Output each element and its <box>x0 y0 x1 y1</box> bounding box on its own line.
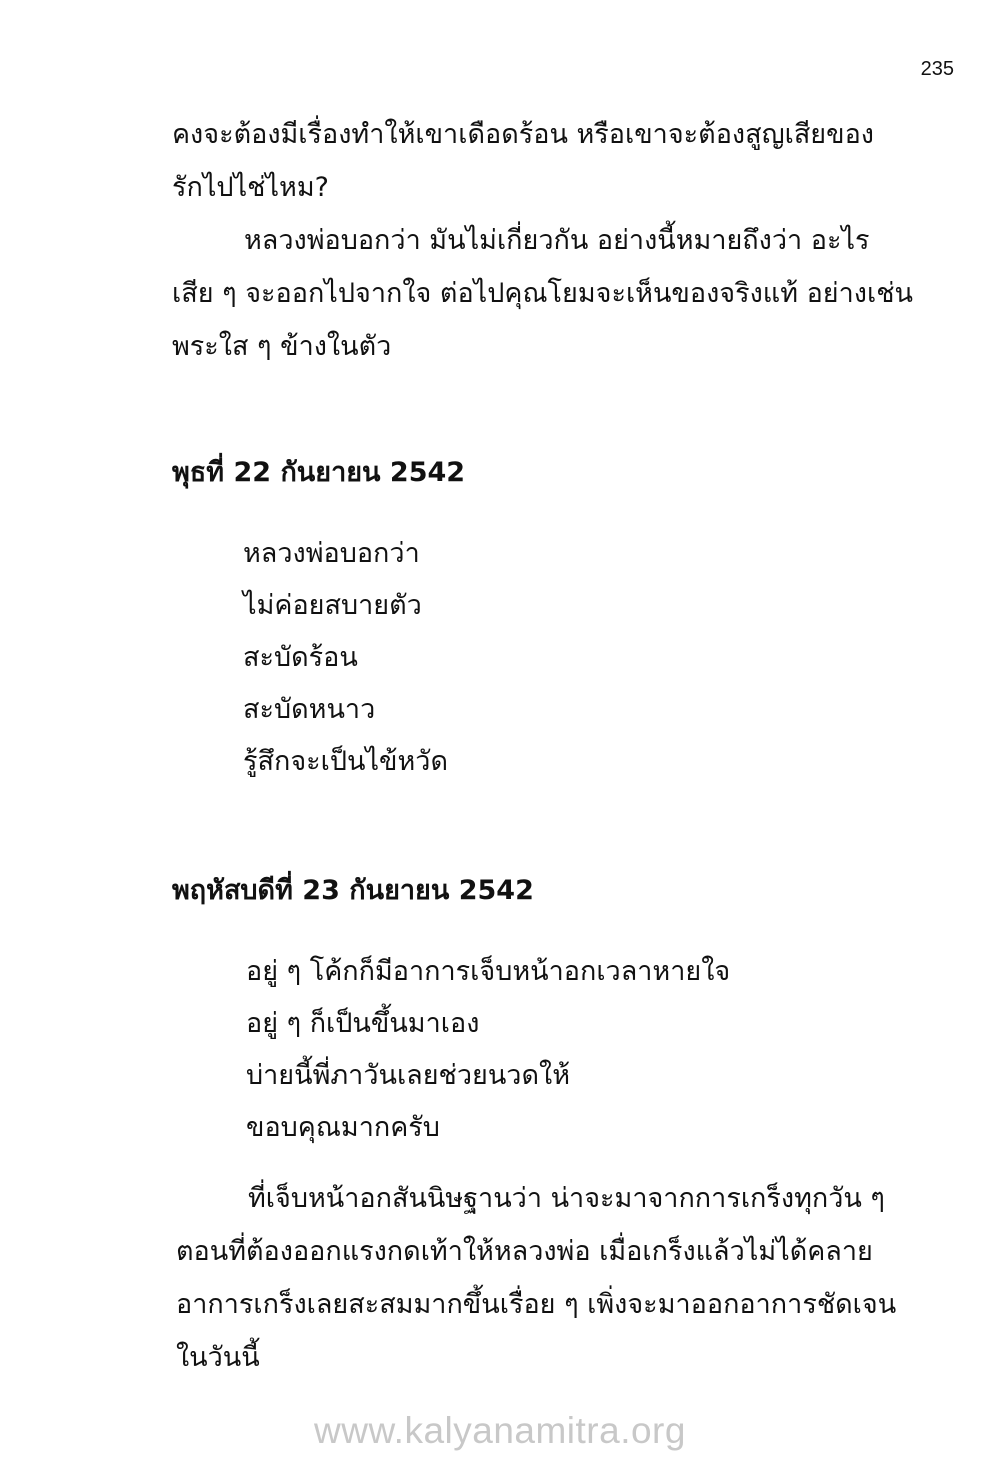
verse-line: อยู่ ๆ ก็เป็นขึ้นมาเอง <box>246 1008 480 1039</box>
verse-line: สะบัดร้อน <box>243 642 358 673</box>
verse-line: อยู่ ๆ โค้กก็มีอาการเจ็บหน้าอกเวลาหายใจ <box>246 956 731 987</box>
closing-line-2: ตอนที่ต้องออกแรงกดเท้าให้หลวงพ่อ เมื่อเกร็งแล้วไม่ได้คลาย <box>176 1236 873 1267</box>
page-number: 235 <box>920 58 954 80</box>
closing-paragraph <box>176 1172 916 1384</box>
closing-line-4: ในวันนี้ <box>176 1342 260 1373</box>
verse-line: ไม่ค่อยสบายตัว <box>243 590 422 621</box>
entry-heading-thursday: พฤหัสบดีที่ 23 กันยายน 2542 <box>172 875 534 906</box>
intro-line-1: คงจะต้องมีเรื่องทำให้เขาเดือดร้อน หรือเขาจะต้องสูญเสียของ <box>172 119 874 150</box>
intro-line-5: พระใส ๆ ข้างในตัว <box>172 331 392 362</box>
entry-verse-thursday <box>246 946 730 1154</box>
closing-line-1: ที่เจ็บหน้าอกสันนิษฐานว่า น่าจะมาจากการเกร็งทุกวัน ๆ <box>248 1183 885 1214</box>
watermark-url: www.kalyanamitra.org <box>314 1410 686 1451</box>
verse-line: สะบัดหนาว <box>243 694 376 725</box>
entry-verse-wednesday <box>243 528 448 788</box>
verse-line: บ่ายนี้พี่ภาวันเลยช่วยนวดให้ <box>246 1060 570 1091</box>
entry-heading-wednesday: พุธที่ 22 กันยายน 2542 <box>172 457 466 488</box>
verse-line: ขอบคุณมากครับ <box>246 1112 440 1143</box>
verse-line: หลวงพ่อบอกว่า <box>243 538 420 569</box>
verse-line: รู้สึกจะเป็นไข้หวัด <box>243 746 449 777</box>
closing-line-3: อาการเกร็งเลยสะสมมากขึ้นเรื่อย ๆ เพิ่งจะมาออกอาการชัดเจน <box>176 1289 897 1320</box>
intro-line-4: เสีย ๆ จะออกไปจากใจ ต่อไปคุณโยมจะเห็นของจริงแท้ อย่างเช่น <box>172 278 913 309</box>
intro-line-2: รักไปไช่ไหม? <box>172 172 329 203</box>
intro-line-3: หลวงพ่อบอกว่า มันไม่เกี่ยวกัน อย่างนี้หมายถึงว่า อะไร <box>244 225 870 256</box>
intro-paragraph <box>172 108 912 373</box>
